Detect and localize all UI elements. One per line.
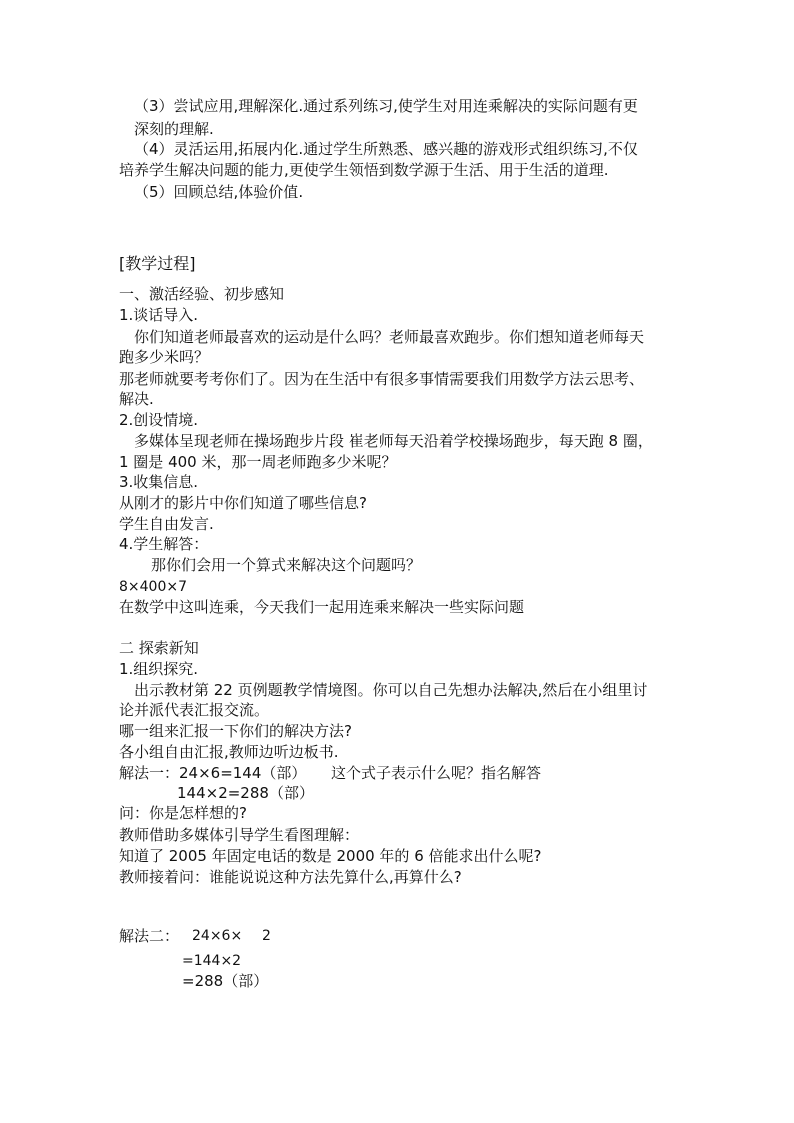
part-1-step-1-line-4: 解决. — [119, 390, 154, 408]
part-1-step-4-line-2: 在数学中这叫连乘，今天我们一起用连乘来解决一些实际问题 — [119, 598, 525, 616]
part-2-step-1-title: 1.组织探究. — [119, 660, 199, 678]
part-2-step-1-line-4: 各小组自由汇报,教师边听边板书. — [119, 743, 339, 761]
part-2-step-1-line-3: 哪一组来汇报一下你们的解决方法? — [119, 722, 352, 740]
method-2-label: 解法二： — [119, 927, 180, 945]
part-1-heading: 一、激活经验、初步感知 — [119, 285, 285, 303]
objective-item-3-line-1: （3）尝试应用,理解深化.通过系列练习,使学生对用连乘解决的实际问题有更 — [134, 97, 638, 115]
guide-line: 教师借助多媒体引导学生看图理解： — [119, 826, 360, 844]
objective-item-4-line-2: 培养学生解决问题的能力,更使学生领悟到数学源于生活、用于生活的道理. — [119, 161, 609, 179]
section-title: [教学过程] — [119, 254, 196, 273]
method-1-question: 这个式子表示什么呢？指名解答 — [331, 764, 542, 782]
part-2-step-1-line-1: 出示教材第 22 页例题教学情境图。你可以自己先想办法解决,然后在小组里讨 — [134, 681, 648, 699]
objective-item-3-line-2: 深刻的理解. — [134, 120, 214, 138]
part-2-heading: 二 探索新知 — [119, 639, 199, 657]
method-2-expression-part-2: 2 — [262, 928, 271, 944]
part-1-step-3-title: 3.收集信息. — [119, 473, 199, 491]
part-1-step-2-title: 2.创设情境. — [119, 411, 199, 429]
followup-line: 教师接着问：谁能说说这种方法先算什么,再算什么? — [119, 868, 462, 886]
part-1-step-4-title: 4.学生解答： — [119, 535, 209, 553]
part-1-step-1-title: 1.谈话导入. — [119, 306, 199, 324]
method-2-step-1: =144×2 — [182, 953, 242, 969]
part-2-step-1-line-2: 论并派代表汇报交流。 — [119, 701, 270, 719]
part-1-step-1-line-3: 那老师就要考考你们了。因为在生活中有很多事情需要我们用数学方法云思考、 — [119, 370, 645, 388]
method-1-equation-1: 24×6=144（部） — [179, 764, 307, 782]
part-1-step-4-line-1: 那你们会用一个算式来解决这个问题吗？ — [151, 556, 422, 574]
part-1-step-3-line-1: 从刚才的影片中你们知道了哪些信息? — [119, 494, 367, 512]
method-2-expression-part-1: 24×6× — [192, 928, 243, 944]
ask-line: 问：你是怎样想的? — [119, 804, 247, 822]
part-1-step-3-line-2: 学生自由发言. — [119, 515, 214, 533]
part-1-step-2-line-1: 多媒体呈现老师在操场跑步片段 崔老师每天沿着学校操场跑步，每天跑 8 圈， — [134, 432, 653, 450]
method-1-label: 解法一： — [119, 764, 180, 782]
part-1-step-1-line-1: 你们知道老师最喜欢的运动是什么吗？老师最喜欢跑步。你们想知道老师每天 — [134, 328, 645, 346]
method-2-step-2: =288（部） — [182, 972, 269, 990]
part-1-step-1-line-2: 跑多少米吗？ — [119, 348, 210, 366]
objective-item-4-line-1: （4）灵活运用,拓展内化.通过学生所熟悉、感兴趣的游戏形式组织练习,不仅 — [134, 140, 638, 158]
know-line: 知道了 2005 年固定电话的数是 2000 年的 6 倍能求出什么呢? — [119, 847, 542, 865]
method-1-equation-2: 144×2=288（部） — [177, 784, 314, 802]
part-1-step-2-line-2: 1 圈是 400 米，那一周老师跑多少米呢？ — [119, 453, 397, 471]
part-1-step-4-formula: 8×400×7 — [119, 579, 187, 595]
objective-item-5: （5）回顾总结,体验价值. — [134, 183, 304, 201]
